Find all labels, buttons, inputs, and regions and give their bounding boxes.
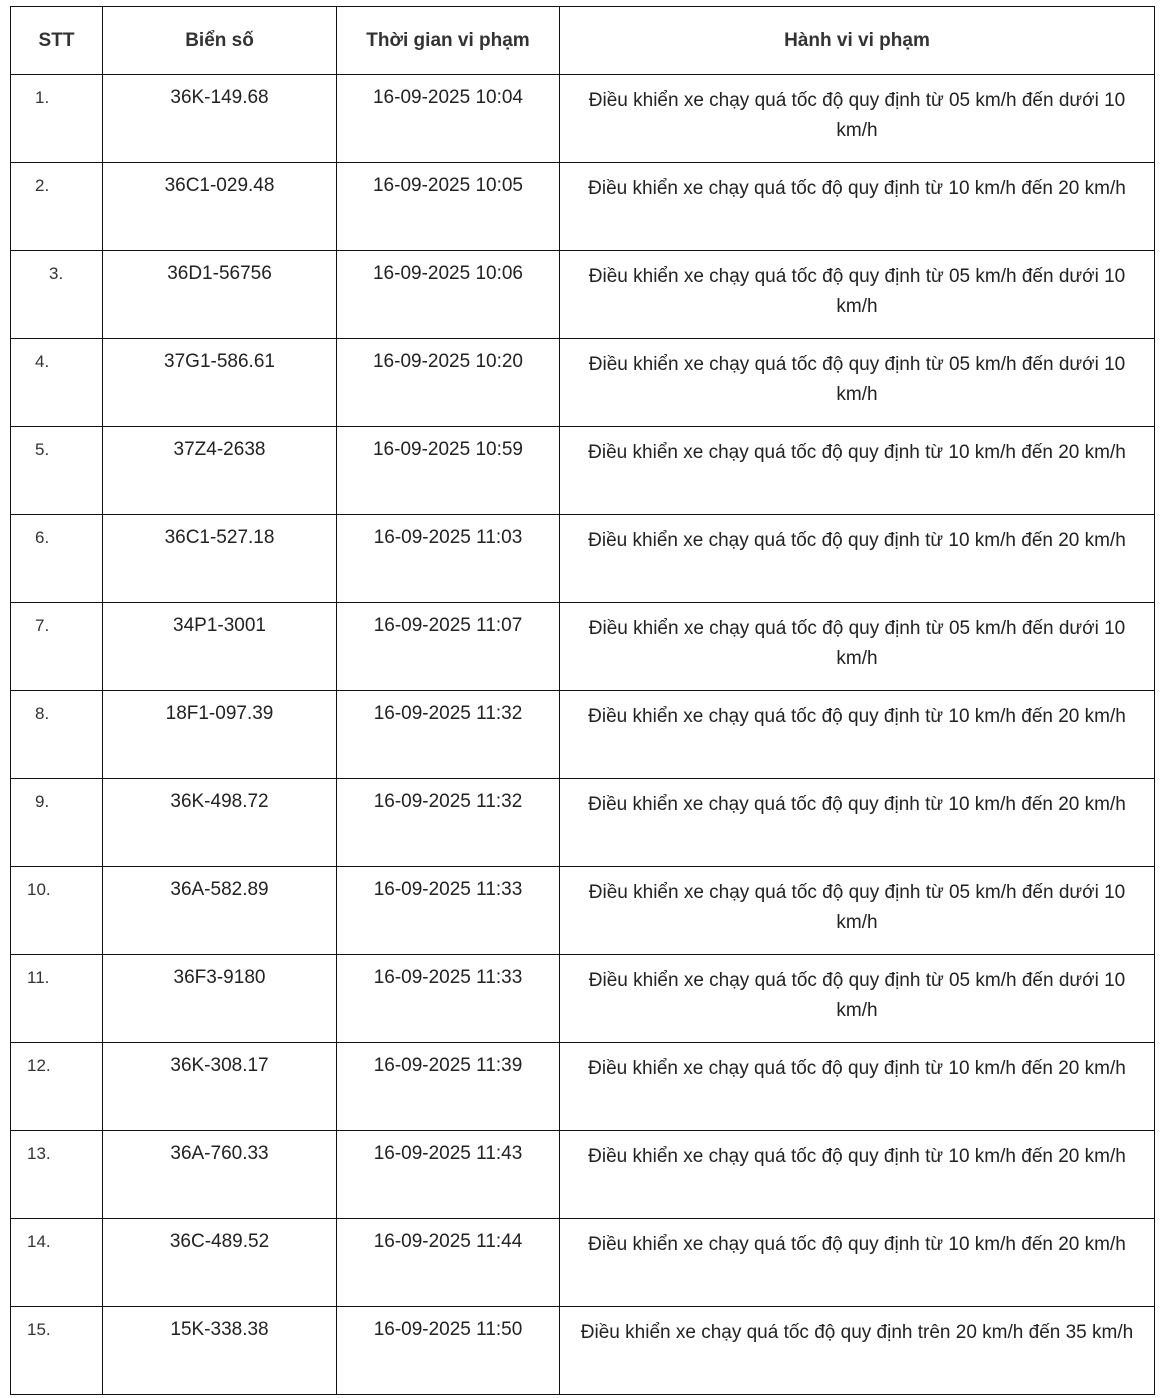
cell-time: 16-09-2025 11:39 (337, 1043, 560, 1131)
cell-time: 16-09-2025 11:43 (337, 1131, 560, 1219)
cell-stt: 12. (11, 1043, 103, 1131)
cell-time: 16-09-2025 11:07 (337, 603, 560, 691)
cell-stt: 15. (11, 1307, 103, 1395)
cell-behavior: Điều khiển xe chạy quá tốc độ quy định từ 10 km/h đến 20 km/h (560, 1043, 1155, 1131)
table-row (11, 163, 1155, 251)
cell-stt: 7. (11, 603, 103, 691)
cell-stt: 6. (11, 515, 103, 603)
cell-plate: 36K-149.68 (103, 75, 337, 163)
cell-behavior: Điều khiển xe chạy quá tốc độ quy định từ 10 km/h đến 20 km/h (560, 691, 1155, 779)
cell-stt: 8. (11, 691, 103, 779)
cell-behavior: Điều khiển xe chạy quá tốc độ quy định từ 05 km/h đến dưới 10 km/h (560, 339, 1155, 427)
header-stt: STT (11, 7, 103, 75)
cell-plate: 36K-498.72 (103, 779, 337, 867)
cell-stt: 1. (11, 75, 103, 163)
table-row (11, 1307, 1155, 1395)
cell-plate: 18F1-097.39 (103, 691, 337, 779)
header-time: Thời gian vi phạm (337, 7, 560, 75)
cell-stt: 9. (11, 779, 103, 867)
cell-time: 16-09-2025 10:05 (337, 163, 560, 251)
cell-time: 16-09-2025 10:20 (337, 339, 560, 427)
header-plate: Biển số (103, 7, 337, 75)
table-row (11, 867, 1155, 955)
table-row (11, 691, 1155, 779)
header-row (11, 7, 1155, 75)
cell-behavior: Điều khiển xe chạy quá tốc độ quy định từ 10 km/h đến 20 km/h (560, 1131, 1155, 1219)
cell-plate: 36A-582.89 (103, 867, 337, 955)
cell-time: 16-09-2025 11:33 (337, 955, 560, 1043)
cell-time: 16-09-2025 10:06 (337, 251, 560, 339)
violations-table (10, 6, 1155, 1395)
cell-time: 16-09-2025 11:50 (337, 1307, 560, 1395)
table-row (11, 251, 1155, 339)
cell-behavior: Điều khiển xe chạy quá tốc độ quy định từ 10 km/h đến 20 km/h (560, 427, 1155, 515)
cell-time: 16-09-2025 11:32 (337, 691, 560, 779)
cell-stt: 11. (11, 955, 103, 1043)
cell-plate: 36C-489.52 (103, 1219, 337, 1307)
cell-time: 16-09-2025 11:44 (337, 1219, 560, 1307)
cell-time: 16-09-2025 11:32 (337, 779, 560, 867)
table-row (11, 1131, 1155, 1219)
table-row (11, 779, 1155, 867)
cell-plate: 15K-338.38 (103, 1307, 337, 1395)
table-row (11, 603, 1155, 691)
table-row (11, 515, 1155, 603)
cell-behavior: Điều khiển xe chạy quá tốc độ quy định từ 05 km/h đến dưới 10 km/h (560, 867, 1155, 955)
cell-plate: 36K-308.17 (103, 1043, 337, 1131)
cell-behavior: Điều khiển xe chạy quá tốc độ quy định trên 20 km/h đến 35 km/h (560, 1307, 1155, 1395)
cell-plate: 36D1-56756 (103, 251, 337, 339)
table-header (11, 7, 1155, 75)
cell-plate: 34P1-3001 (103, 603, 337, 691)
cell-plate: 37G1-586.61 (103, 339, 337, 427)
cell-behavior: Điều khiển xe chạy quá tốc độ quy định từ 05 km/h đến dưới 10 km/h (560, 955, 1155, 1043)
cell-plate: 36C1-029.48 (103, 163, 337, 251)
table-body (11, 75, 1155, 1395)
cell-plate: 36F3-9180 (103, 955, 337, 1043)
cell-plate: 36C1-527.18 (103, 515, 337, 603)
cell-behavior: Điều khiển xe chạy quá tốc độ quy định từ 05 km/h đến dưới 10 km/h (560, 75, 1155, 163)
cell-stt: 4. (11, 339, 103, 427)
cell-behavior: Điều khiển xe chạy quá tốc độ quy định từ 10 km/h đến 20 km/h (560, 1219, 1155, 1307)
table-row (11, 339, 1155, 427)
cell-stt: 10. (11, 867, 103, 955)
table-row (11, 955, 1155, 1043)
cell-time: 16-09-2025 10:59 (337, 427, 560, 515)
cell-stt: 3. (11, 251, 103, 339)
table-row (11, 75, 1155, 163)
cell-plate: 36A-760.33 (103, 1131, 337, 1219)
table-row (11, 1219, 1155, 1307)
table-row (11, 1043, 1155, 1131)
cell-time: 16-09-2025 10:04 (337, 75, 560, 163)
cell-stt: 2. (11, 163, 103, 251)
cell-stt: 5. (11, 427, 103, 515)
cell-behavior: Điều khiển xe chạy quá tốc độ quy định từ 05 km/h đến dưới 10 km/h (560, 251, 1155, 339)
cell-behavior: Điều khiển xe chạy quá tốc độ quy định từ 05 km/h đến dưới 10 km/h (560, 603, 1155, 691)
header-behavior: Hành vi vi phạm (560, 7, 1155, 75)
table-row (11, 427, 1155, 515)
cell-stt: 14. (11, 1219, 103, 1307)
cell-behavior: Điều khiển xe chạy quá tốc độ quy định từ 10 km/h đến 20 km/h (560, 515, 1155, 603)
cell-behavior: Điều khiển xe chạy quá tốc độ quy định từ 10 km/h đến 20 km/h (560, 779, 1155, 867)
cell-time: 16-09-2025 11:33 (337, 867, 560, 955)
cell-plate: 37Z4-2638 (103, 427, 337, 515)
cell-behavior: Điều khiển xe chạy quá tốc độ quy định từ 10 km/h đến 20 km/h (560, 163, 1155, 251)
cell-stt: 13. (11, 1131, 103, 1219)
cell-time: 16-09-2025 11:03 (337, 515, 560, 603)
